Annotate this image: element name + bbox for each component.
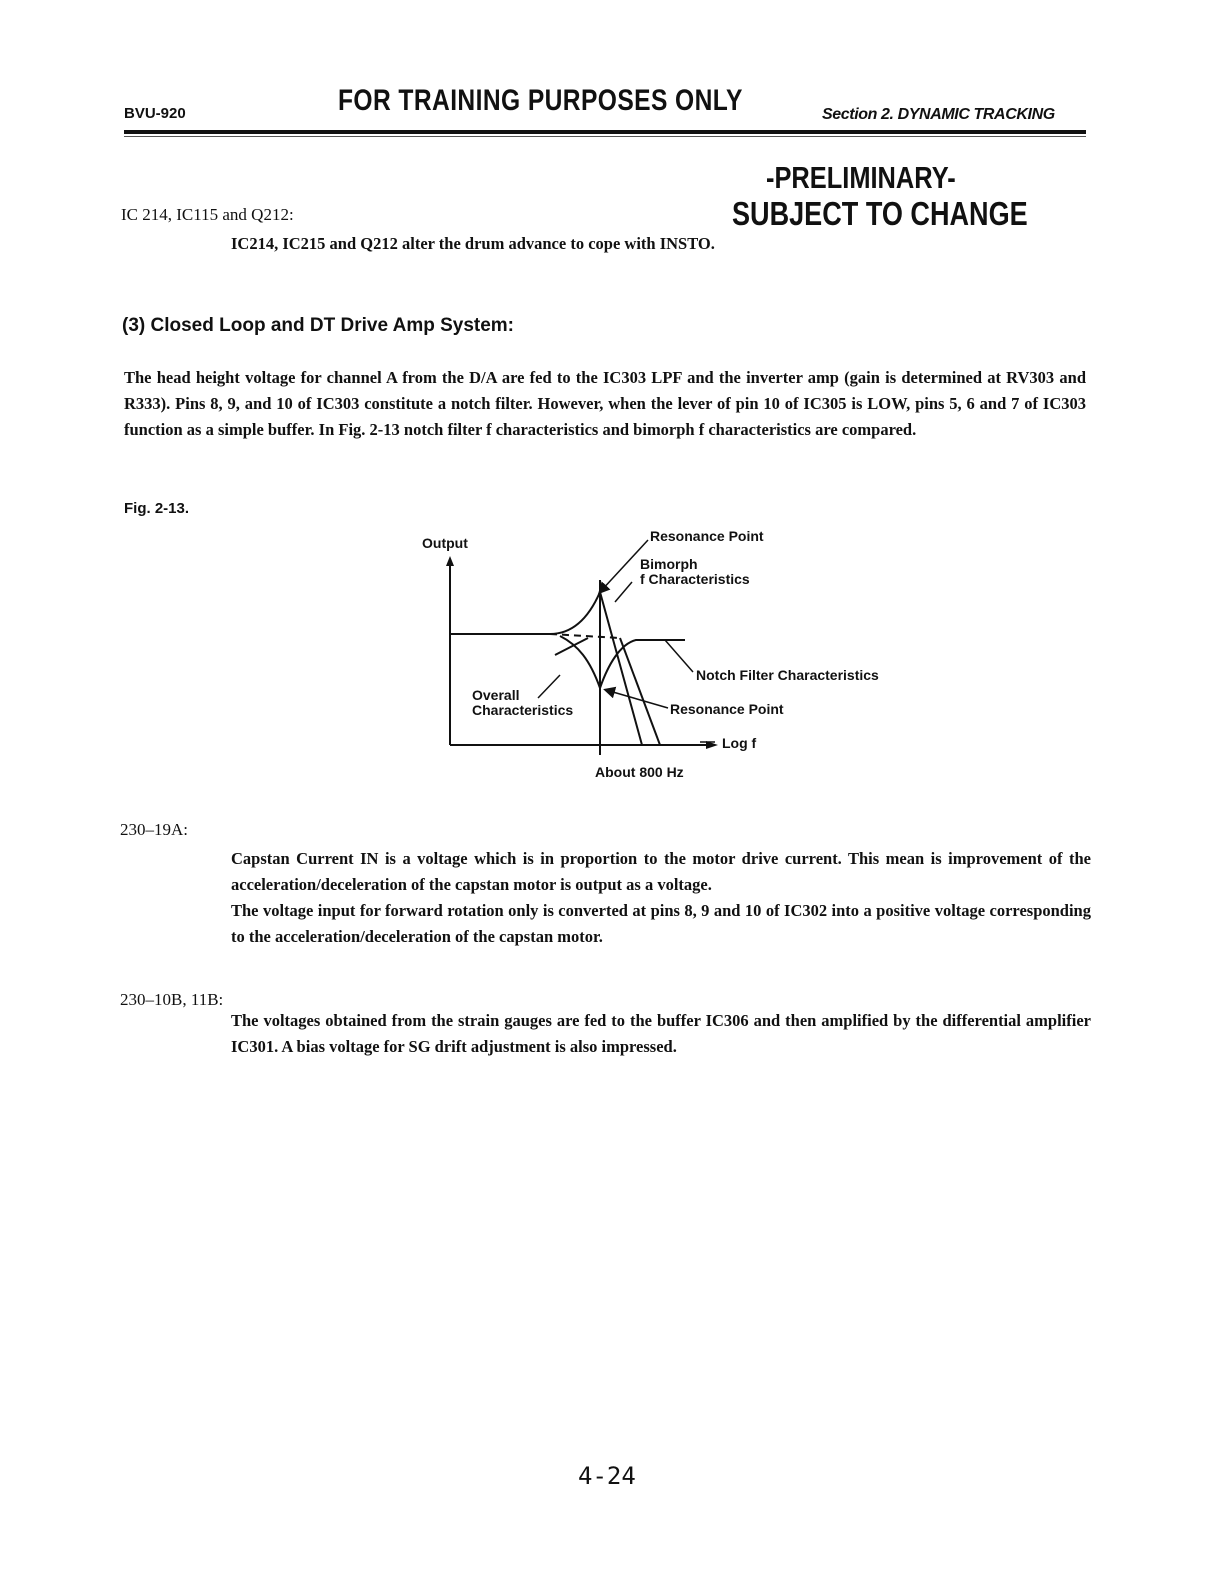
section-230-19a-para2: The voltage input for forward rotation only is converted at pins 8, 9 and 10 of IC302 into a positive voltage corresponding to the acceleration/deceleration of the capstan motor. bbox=[231, 901, 1091, 946]
preliminary-stamp: -PRELIMINARY- bbox=[766, 160, 956, 195]
bimorph-characteristics-label: f Characteristics bbox=[640, 571, 750, 587]
section-230-10b-title: 230–10B, 11B: bbox=[120, 990, 224, 1009]
ic-section-body bbox=[231, 231, 1091, 257]
resonance-point-bottom-label: Resonance Point bbox=[670, 701, 784, 717]
training-notice: FOR TRAINING PURPOSES ONLY bbox=[338, 84, 743, 117]
section-230-10b-body bbox=[231, 1008, 1091, 1060]
closed-loop-body bbox=[124, 365, 1086, 443]
overall-curve-cross bbox=[555, 638, 588, 655]
overall-characteristics-label: Characteristics bbox=[472, 702, 574, 718]
document-code: BVU-920 bbox=[124, 105, 186, 122]
leader-resonance-bottom bbox=[606, 690, 668, 708]
ic-section-title: IC 214, IC115 and Q212: bbox=[121, 205, 294, 224]
figure-label: Fig. 2-13. bbox=[124, 500, 190, 517]
overall-curve bbox=[620, 638, 660, 745]
leader-bimorph bbox=[615, 582, 632, 602]
section-230-10b-text: The voltages obtained from the strain gauges are fed to the buffer IC306 and then amplified by the differential amplifier IC301. A bias voltage for SG drift adjustment is also impressed. bbox=[231, 1011, 1091, 1056]
page-number: 4-24 bbox=[578, 1462, 636, 1490]
ic-section-text: IC214, IC215 and Q212 alter the drum advance to cope with INSTO. bbox=[231, 234, 715, 253]
bimorph-label: Bimorph bbox=[640, 556, 698, 572]
x-axis-label: Log f bbox=[722, 735, 757, 751]
closed-loop-text: The head height voltage for channel A from the D/A are fed to the IC303 LPF and the inverter amp (gain is determined at RV303 and R333). Pins 8, 9, and 10 of IC303 constitute a notch filter. However, when the lever of pin 10 of IC305 is LOW, pins 5, 6 and 7 of IC303 function as a simple buffer. In Fig. 2-13 notch filter f characteristics and bimorph f characteristics are compared. bbox=[124, 368, 1086, 439]
overall-label: Overall bbox=[472, 687, 520, 703]
leader-overall bbox=[538, 675, 560, 698]
closed-loop-heading: (3) Closed Loop and DT Drive Amp System: bbox=[122, 315, 515, 336]
section-230-19a-title: 230–19A: bbox=[120, 820, 188, 839]
frequency-characteristics-chart bbox=[410, 520, 910, 785]
section-230-19a-body bbox=[231, 846, 1091, 950]
header-rule-thin bbox=[124, 136, 1086, 137]
y-axis-label: Output bbox=[422, 535, 468, 551]
resonance-point-top-label: Resonance Point bbox=[650, 528, 764, 544]
leader-notch bbox=[665, 640, 693, 672]
section-title: Section 2. DYNAMIC TRACKING bbox=[822, 106, 1055, 123]
notch-filter-label: Notch Filter Characteristics bbox=[696, 667, 879, 683]
frequency-marker-label: About 800 Hz bbox=[595, 764, 684, 780]
header-rule bbox=[124, 130, 1086, 134]
subject-to-change-stamp: SUBJECT TO CHANGE bbox=[732, 195, 1028, 232]
y-axis-arrow-icon bbox=[446, 556, 454, 566]
section-230-19a-para1: Capstan Current IN is a voltage which is in proportion to the motor drive current. This mean is improvement of the acceleration/deceleration of the capstan motor is output as a voltage. bbox=[231, 849, 1091, 894]
bimorph-curve bbox=[450, 592, 642, 745]
